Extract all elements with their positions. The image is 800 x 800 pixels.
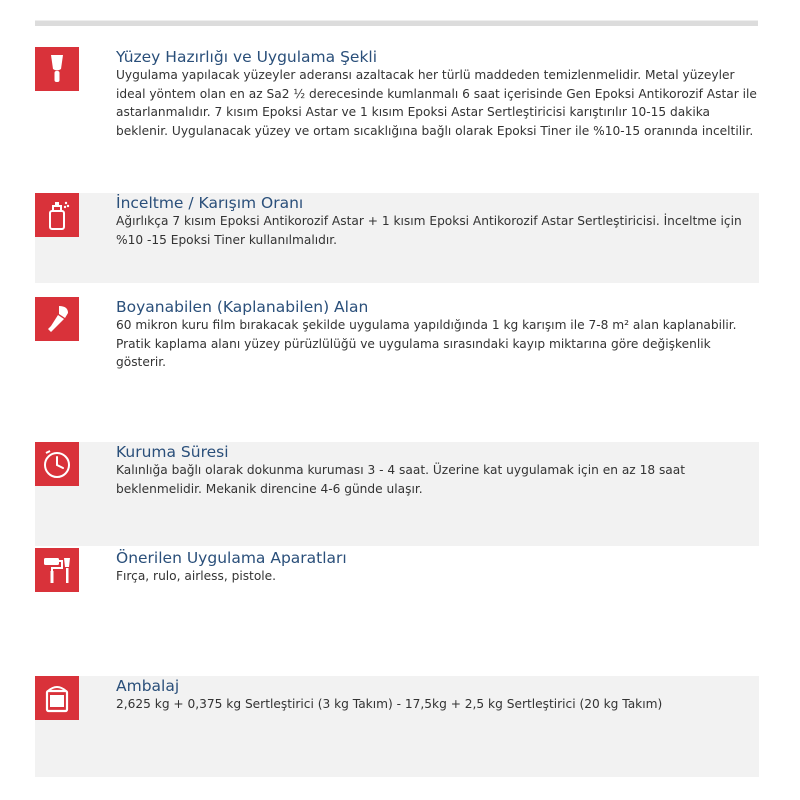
section-surface-preparation — [35, 47, 759, 167]
section-text: Fırça, rulo, airless, pistole. — [116, 569, 277, 583]
section-thinning-mix-ratio — [35, 193, 759, 283]
section-packaging — [35, 676, 759, 777]
section-text: Ağırlıkça 7 kısım Epoksi Antikorozif Astar + 1 kısım Epoksi Antikorozif Astar Sertleştiricisi. İnceltme için %10 -15 Epoksi Tiner kullanılmalıdır. — [116, 214, 742, 247]
spray-can-icon — [35, 193, 79, 237]
section-text: 60 mikron kuru film bırakacak şekilde uygulama yapıldığında 1 kg karışım ile 7-8 m² alan kaplanabilir. Pratik kaplama alanı yüzey pürüzlülüğü ve uygulama sırasındaki kayıp miktarına göre değişkenlik gösterir. — [116, 318, 737, 370]
section-title: Kuruma Süresi — [116, 443, 229, 461]
section-drying-time — [35, 442, 759, 546]
section-text: Kalınlığa bağlı olarak dokunma kuruması 3 - 4 saat. Üzerine kat uygulamak için en az 18 saat beklenmelidir. Mekanik direncine 4-6 günde ulaşır. — [116, 463, 686, 496]
section-title: Yüzey Hazırlığı ve Uygulama Şekli — [116, 48, 378, 66]
section-title: Ambalaj — [116, 677, 180, 695]
top-divider — [35, 20, 758, 26]
section-title: İnceltme / Karışım Oranı — [116, 194, 304, 212]
section-text: Uygulama yapılacak yüzeyler aderansı azaltacak her türlü maddeden temizlenmelidir. Metal yüzeyler ideal yöntem olan en az Sa2 ½ derecesinde kumlanmalı 6 saat içerisinde Gen Epoksi Antikorozif Astar ile astarlanmalıdır. 7 kısım Epoksi Astar ve 1 kısım Epoksi Astar Sertleştiricisi karıştırılır 10-15 dakika beklenir. Uygulanacak yüzey ve ortam sıcaklığına bağlı olarak Epoksi Tiner ile %10-15 oranında inceltilir. — [116, 68, 757, 138]
brush-icon — [35, 47, 79, 91]
clock-icon — [35, 442, 79, 486]
paint-tools-icon — [35, 548, 79, 592]
section-title: Önerilen Uygulama Aparatları — [116, 549, 347, 567]
paint-brush-icon — [35, 297, 79, 341]
section-application-tools — [35, 548, 759, 658]
section-title: Boyanabilen (Kaplanabilen) Alan — [116, 298, 369, 316]
section-text: 2,625 kg + 0,375 kg Sertleştirici (3 kg Takım) - 17,5kg + 2,5 kg Sertleştirici (20 kg Takım) — [116, 697, 663, 711]
paint-bucket-icon — [35, 676, 79, 720]
section-coverage-area — [35, 297, 759, 417]
